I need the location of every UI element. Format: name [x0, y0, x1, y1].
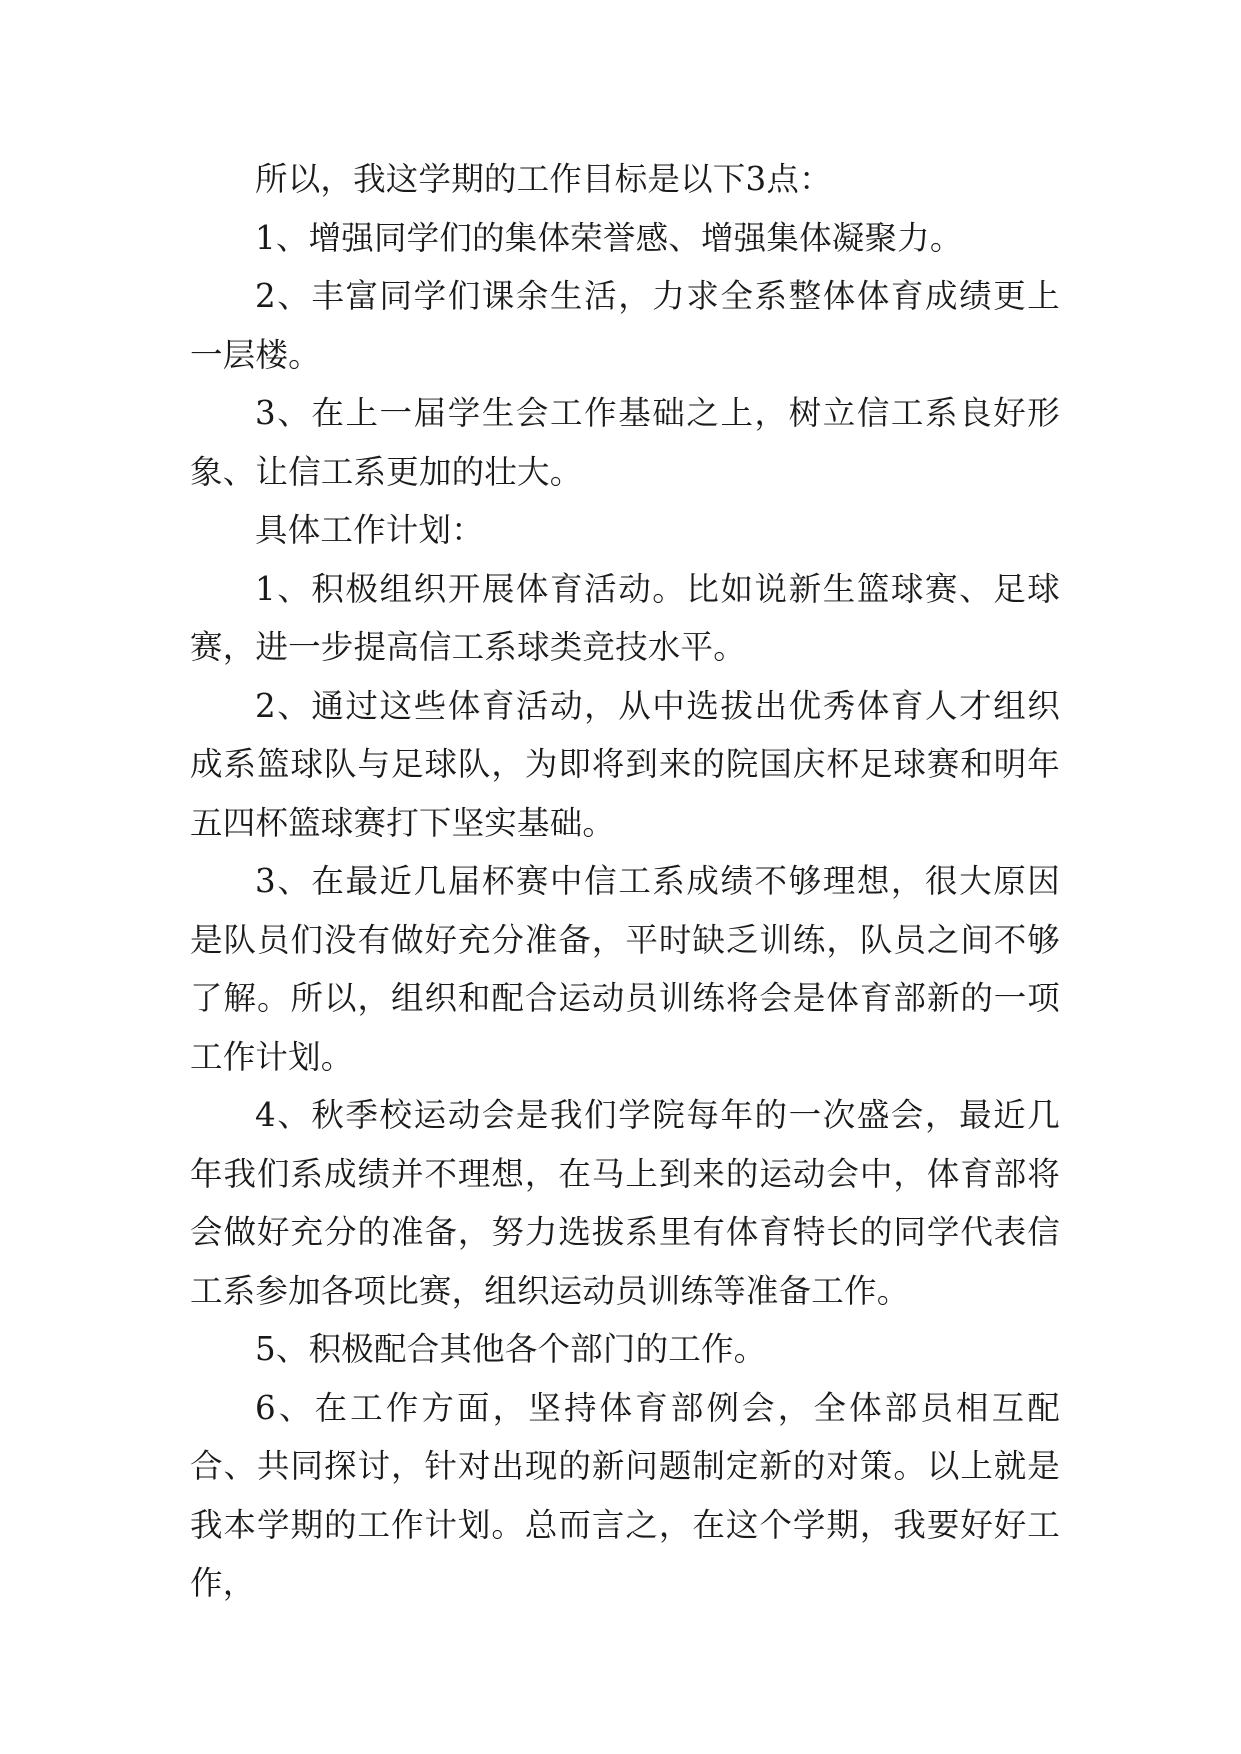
- document-body: [190, 150, 1060, 1613]
- paragraph-plan-2: 2、通过这些体育活动，从中选拔出优秀体育人才组织成系篮球队与足球队，为即将到来的院国庆杯足球赛和明年五四杯篮球赛打下坚实基础。: [190, 686, 1060, 842]
- paragraph-plan-6: 6、在工作方面，坚持体育部例会，全体部员相互配合、共同探讨，针对出现的新问题制定新的对策。以上就是我本学期的工作计划。总而言之，在这个学期，我要好好工作，: [190, 1388, 1060, 1602]
- paragraph-plan-heading: 具体工作计划：: [255, 511, 484, 549]
- paragraph-goals-intro: 所以，我这学期的工作目标是以下3点：: [255, 160, 832, 198]
- paragraph-plan-3: 3、在最近几届杯赛中信工系成绩不够理想，很大原因是队员们没有做好充分准备，平时缺乏训练，队员之间不够了解。所以，组织和配合运动员训练将会是体育部新的一项工作计划。: [190, 862, 1060, 1076]
- paragraph-goal-1: 1、增强同学们的集体荣誉感、增强集体凝聚力。: [255, 218, 963, 257]
- paragraph-plan-4: 4、秋季校运动会是我们学院每年的一次盛会，最近几年我们系成绩并不理想，在马上到来的运动会中，体育部将会做好充分的准备，努力选拔系里有体育特长的同学代表信工系参加各项比赛，组织运动员训练等准备工作。: [190, 1096, 1060, 1310]
- paragraph-plan-5: 5、积极配合其他各个部门的工作。: [255, 1330, 767, 1368]
- paragraph-plan-1: 1、积极组织开展体育活动。比如说新生篮球赛、足球赛，进一步提高信工系球类竞技水平。: [190, 569, 1060, 666]
- paragraph-goal-3: 3、在上一届学生会工作基础之上，树立信工系良好形象、让信工系更加的壮大。: [190, 394, 1060, 491]
- paragraph-goal-2: 2、丰富同学们课余生活，力求全系整体体育成绩更上一层楼。: [190, 277, 1060, 374]
